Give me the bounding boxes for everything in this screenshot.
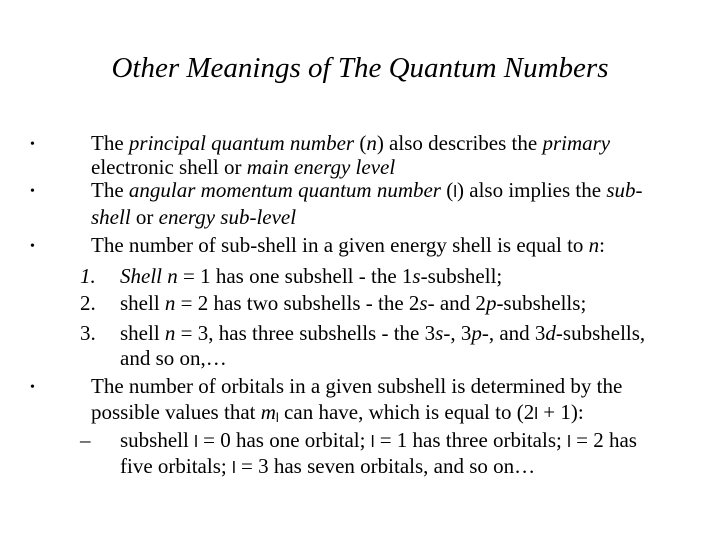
slide-title: Other Meanings of The Quantum Numbers: [111, 52, 609, 84]
sub-bullet-line-1: subshell l = 0 has one orbital; l = 1 has three orbitals; l = 2 has: [120, 428, 637, 452]
list-item-3-line-2: and so on,…: [120, 346, 227, 370]
list-item-2: shell n = 2 has two subshells - the 2s- and 2p-subshells;: [120, 291, 587, 315]
sub-bullet-dash: –: [80, 428, 91, 452]
bullet-1-line-2: electronic shell or main energy level: [91, 155, 396, 179]
bullet-2-marker: •: [30, 184, 35, 199]
bullet-3-line-1: The number of sub-shell in a given energy shell is equal to n:: [91, 233, 606, 257]
bullet-3-marker: •: [30, 239, 35, 254]
bullet-2-line-1: The angular momentum quantum number (l) also implies the sub-: [91, 178, 643, 202]
bullet-1-line-1: The principal quantum number (n) also describes the primary: [91, 131, 611, 155]
list-number-3: 3.: [80, 321, 96, 345]
list-number-1: 1.: [80, 264, 96, 288]
list-item-3-line-1: shell n = 3, has three subshells - the 3s-, 3p-, and 3d-subshells,: [120, 321, 646, 345]
bullet-4-line-2: possible values that $m_l$ can have, which is equal to (2l + 1):: [91, 400, 584, 425]
bullet-1-marker: •: [30, 137, 35, 152]
bullet-4-marker: •: [30, 380, 35, 395]
sub-bullet-line-2: five orbitals; l = 3 has seven orbitals, and so on…: [120, 454, 536, 478]
bullet-2-line-2: shell or energy sub-level: [91, 205, 297, 229]
bullet-4-line-1: The number of orbitals in a given subshell is determined by the: [91, 374, 623, 398]
list-number-2: 2.: [80, 291, 96, 315]
list-item-1: Shell n = 1 has one subshell - the 1s-subshell;: [120, 264, 503, 288]
